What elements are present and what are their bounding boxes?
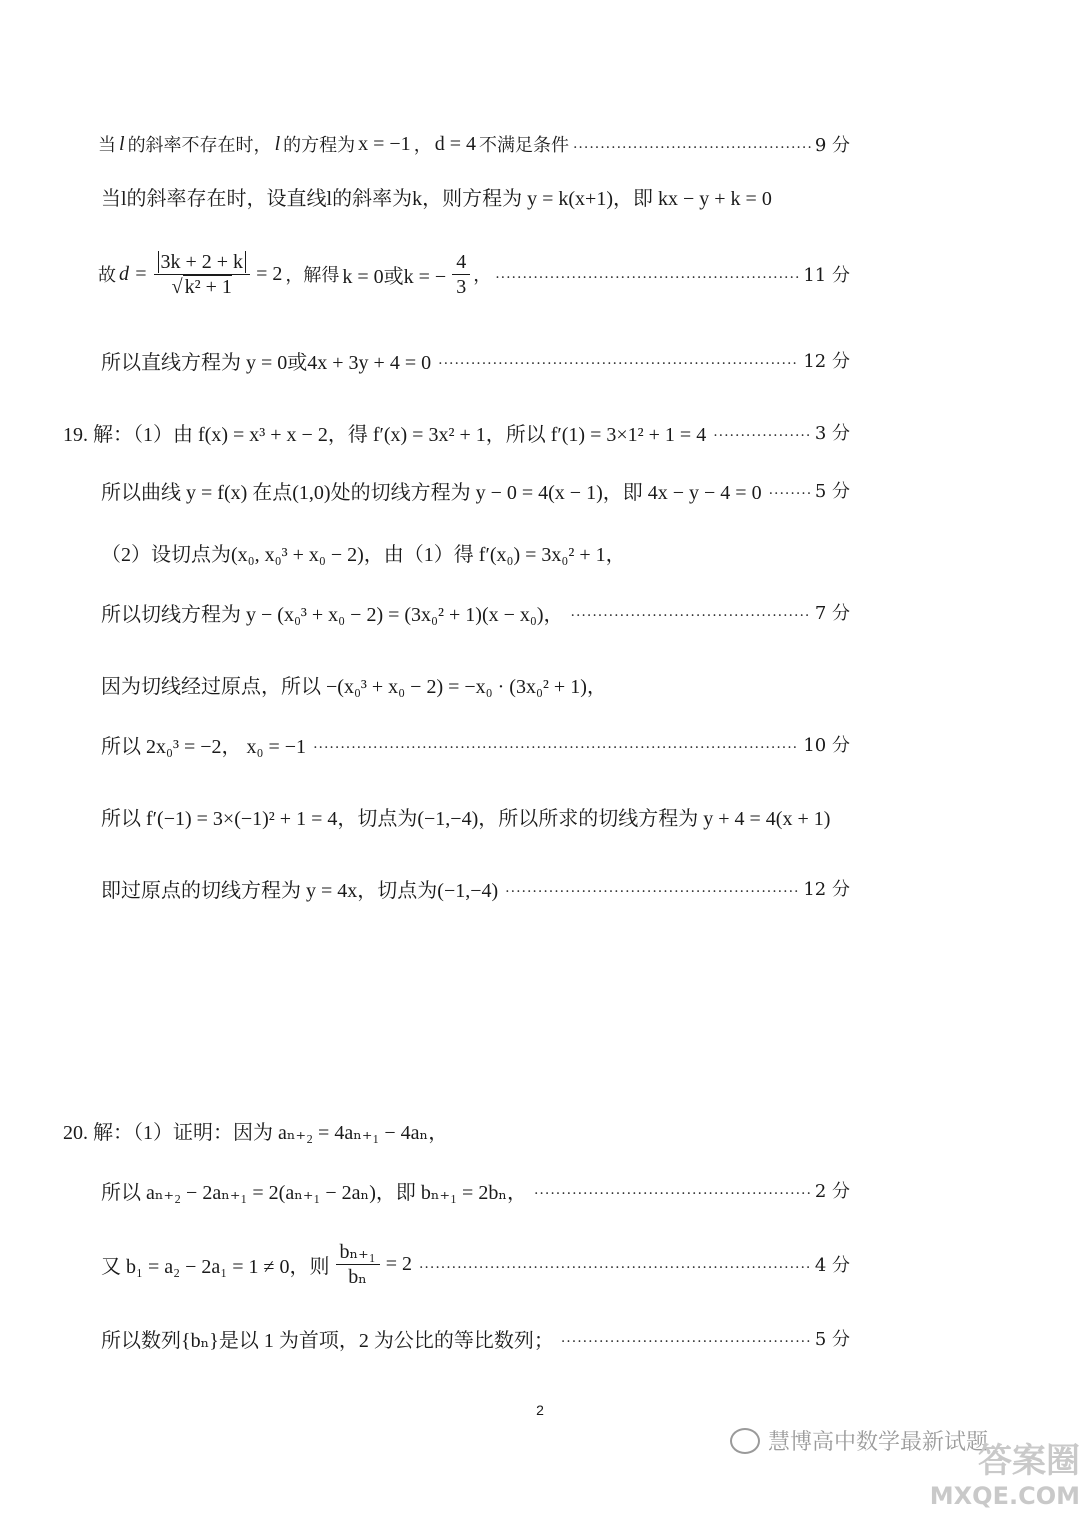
text: 所以 2x₀³ = −2， x₀ = −1 (101, 735, 307, 758)
numerator: bₙ₊₁ (336, 1240, 380, 1265)
text: 当l的斜率存在时，设直线l的斜率为k，则方程为 y = k(x+1)，即 kx − y + k = 0 (101, 187, 772, 210)
solution-line (98, 796, 850, 836)
solution-line (98, 470, 850, 510)
score: 9 分 (814, 135, 850, 156)
math: l (119, 132, 125, 155)
solution-line (98, 868, 850, 908)
numerator: 3k + 2 + k (158, 251, 247, 273)
solution-line (98, 124, 850, 164)
leader-dots (769, 482, 811, 498)
score: 5 分 (814, 481, 850, 502)
leader-dots (313, 736, 799, 752)
score: 11 分 (803, 265, 850, 286)
text: ，解得 (285, 265, 340, 286)
text: ， (473, 265, 492, 286)
text: 所以切线方程为 y − (x₀³ + x₀ − 2) = (3x₀² + 1)(x − x₀)， (101, 603, 564, 626)
text: 所以 f′(−1) = 3×(−1)² + 1 = 4，切点为(−1,−4)，所以所求的切线方程为 y + 4 = 4(x + 1) (101, 807, 831, 830)
leader-dots (571, 604, 811, 620)
solution-line (98, 340, 850, 380)
text: 的方程为 (283, 135, 356, 156)
text: 所以直线方程为 y = 0或4x + 3y + 4 = 0 (101, 351, 432, 374)
stamp-line1: 答案圈 (978, 1440, 1080, 1481)
leader-dots (505, 880, 799, 896)
text: 的斜率不存在时， (127, 135, 272, 156)
math: k = 0或k = − (342, 265, 447, 288)
fraction: $\frac{3k + 2 + k}{\text{√ k² + 1}}$ (154, 250, 251, 299)
text: （2）设切点为(x₀, x₀³ + x₀ − 2)，由（1）得 f′(x₀) = 3x₀² + 1， (101, 543, 626, 566)
wechat-icon (730, 1428, 760, 1454)
text: 故 (98, 265, 116, 286)
stamp-line2: MXQE.COM (929, 1481, 1080, 1510)
solution-line (98, 1318, 850, 1358)
solution-line (98, 250, 850, 298)
leader-dots (573, 136, 811, 152)
text: 20. 解：（1）证明：因为 aₙ₊₂ = 4aₙ₊₁ − 4aₙ， (63, 1121, 449, 1144)
text: 当 (98, 135, 116, 156)
solution-line (98, 664, 850, 704)
text: 所以数列{bₙ}是以 1 为首项，2 为公比的等比数列； (101, 1329, 554, 1352)
leader-dots (438, 352, 799, 368)
denominator: k² + 1 (184, 275, 232, 298)
solution-line (98, 532, 850, 572)
solution-line (98, 1240, 850, 1288)
numerator: 4 (452, 250, 470, 275)
math: d = 4 (434, 132, 476, 155)
text: 19. 解：（1）由 f(x) = x³ + x − 2，得 f′(x) = 3x² + 1，所以 f′(1) = 3×1² + 1 = 4 (63, 423, 707, 446)
text: 因为切线经过原点，所以 −(x₀³ + x₀ − 2) = −x₀ · (3x₀² + 1)， (101, 675, 607, 698)
math: l (274, 132, 281, 155)
leader-dots (561, 1330, 811, 1346)
leader-dots (495, 266, 799, 282)
math: = 2 (256, 262, 283, 285)
question-header (60, 412, 850, 452)
leader-dots (419, 1256, 811, 1272)
score: 3 分 (814, 423, 850, 444)
score: 10 分 (803, 735, 850, 756)
text: 即过原点的切线方程为 y = 4x，切点为(−1,−4) (101, 879, 499, 902)
math: x = −1 (358, 132, 411, 155)
fraction (452, 250, 470, 299)
score: 12 分 (803, 879, 850, 900)
text: 又 b₁ = a₂ − 2a₁ = 1 ≠ 0，则 (101, 1255, 330, 1278)
text: ， (413, 135, 432, 156)
fraction (336, 1240, 380, 1289)
text: 不满足条件 (478, 135, 569, 156)
leader-dots (713, 424, 811, 440)
score: 5 分 (814, 1329, 850, 1350)
text: 所以曲线 y = f(x) 在点(1,0)处的切线方程为 y − 0 = 4(x − 1)，即 4x − y − 4 = 0 (101, 481, 762, 504)
denominator: 3 (456, 275, 467, 298)
leader-dots (534, 1182, 811, 1198)
score: 7 分 (814, 603, 850, 624)
math: = 2 (385, 1252, 412, 1275)
solution-line (98, 176, 850, 216)
solution-line (98, 1170, 850, 1210)
score: 2 分 (814, 1181, 850, 1202)
solution-line (98, 592, 850, 632)
text: 所以 aₙ₊₂ − 2aₙ₊₁ = 2(aₙ₊₁ − 2aₙ)，即 bₙ₊₁ = 2bₙ， (101, 1181, 527, 1204)
watermark-text: 慧博高中数学最新试题 (768, 1430, 989, 1455)
score: 4 分 (814, 1255, 850, 1276)
solution-line (98, 724, 850, 764)
page-number: 2 (536, 1402, 544, 1418)
question-header (60, 1110, 850, 1150)
denominator: bₙ (348, 1265, 367, 1288)
score: 12 分 (803, 351, 850, 372)
watermark-stamp (905, 1415, 1080, 1527)
math: d = (119, 262, 148, 285)
